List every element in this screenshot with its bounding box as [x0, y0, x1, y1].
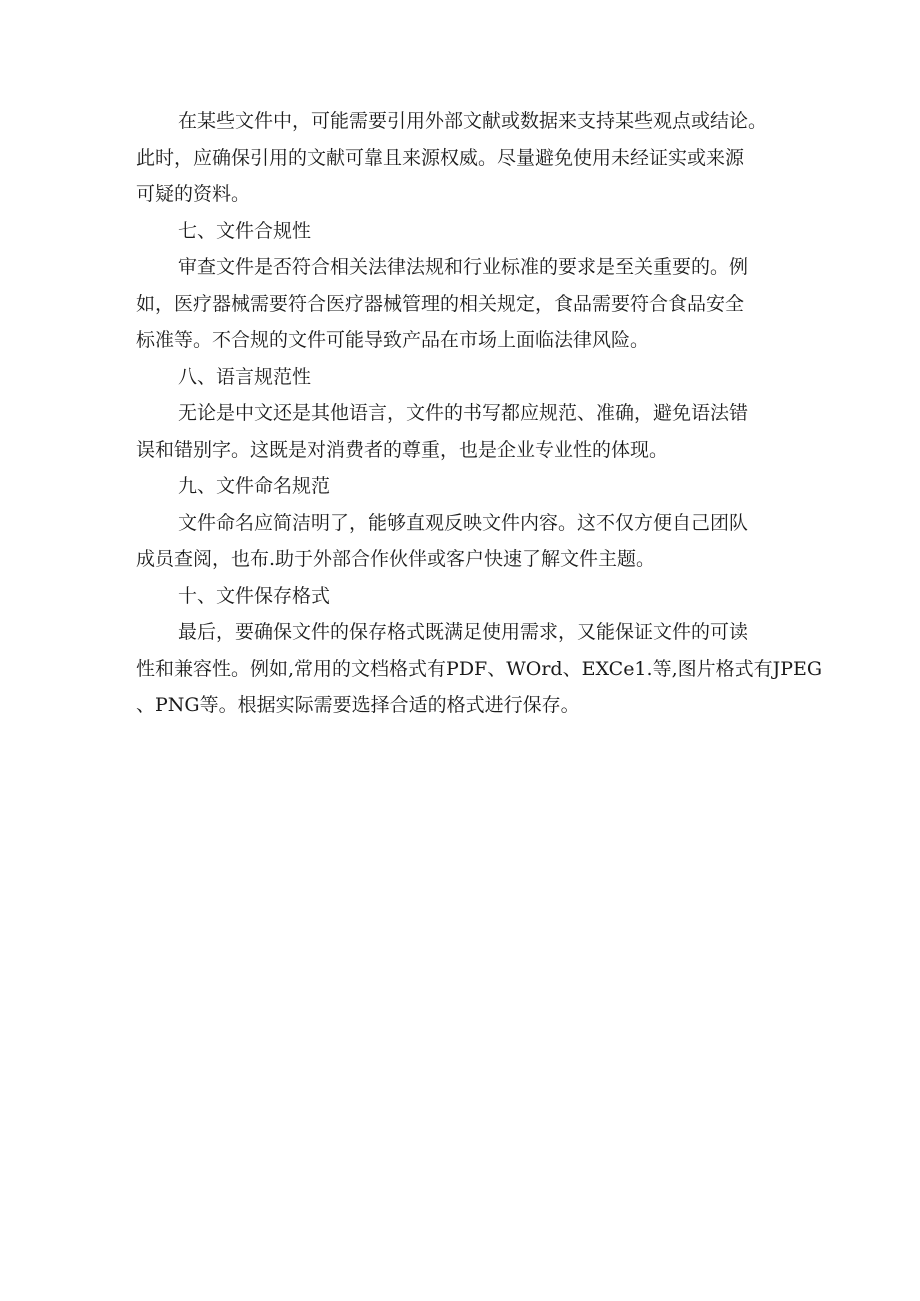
section-heading-compliance: 七、文件合规性	[178, 219, 312, 242]
paragraph-line: 此时，应确保引用的文献可靠且来源权威。尽量避免使用未经证实或来源	[136, 146, 745, 169]
paragraph-line: 如，医疗器械需要符合医疗器械管理的相关规定，食品需要符合食品安全	[136, 292, 745, 315]
paragraph-line: 成员查阅，也布.助于外部合作伙伴或客户快速了解文件主题。	[136, 548, 656, 570]
section-heading-naming: 九、文件命名规范	[178, 475, 331, 497]
paragraph-line: 在某些文件中，可能需要引用外部文献或数据来支持某些观点或结论。	[178, 110, 768, 132]
section-heading-language: 八、语言规范性	[178, 365, 312, 388]
paragraph-line: 可疑的资料。	[136, 183, 251, 205]
paragraph-naming	[136, 505, 796, 578]
document-body	[136, 103, 823, 724]
paragraph-line: 标准等。不合规的文件可能导致产品在市场上面临法律风险。	[136, 329, 650, 351]
paragraph-line: 性和兼容性。例如,常用的文档格式有PDF、WOrd、EXCe1.等,图片格式有JPEG	[136, 657, 823, 680]
paragraph-line: 审查文件是否符合相关法律法规和行业标准的要求是至关重要的。例	[178, 256, 749, 278]
paragraph-line: 无论是中文还是其他语言，文件的书写都应规范、准确，避免语法错	[178, 402, 749, 424]
paragraph-compliance	[136, 249, 796, 359]
paragraph-language	[136, 395, 796, 468]
paragraph-line: 、PNG等。根据实际需要选择合适的格式进行保存。	[136, 694, 580, 716]
paragraph-format	[136, 614, 823, 724]
section-heading-format: 十、文件保存格式	[178, 584, 331, 607]
paragraph-line: 误和错别字。这既是对消费者的尊重，也是企业专业性的体现。	[136, 438, 669, 461]
paragraph-line: 最后，要确保文件的保存格式既满足使用需求，又能保证文件的可读	[178, 621, 749, 643]
paragraph-line: 文件命名应简洁明了，能够直观反映文件内容。这不仅方便自己团队	[178, 511, 749, 534]
paragraph-citation	[136, 103, 796, 213]
